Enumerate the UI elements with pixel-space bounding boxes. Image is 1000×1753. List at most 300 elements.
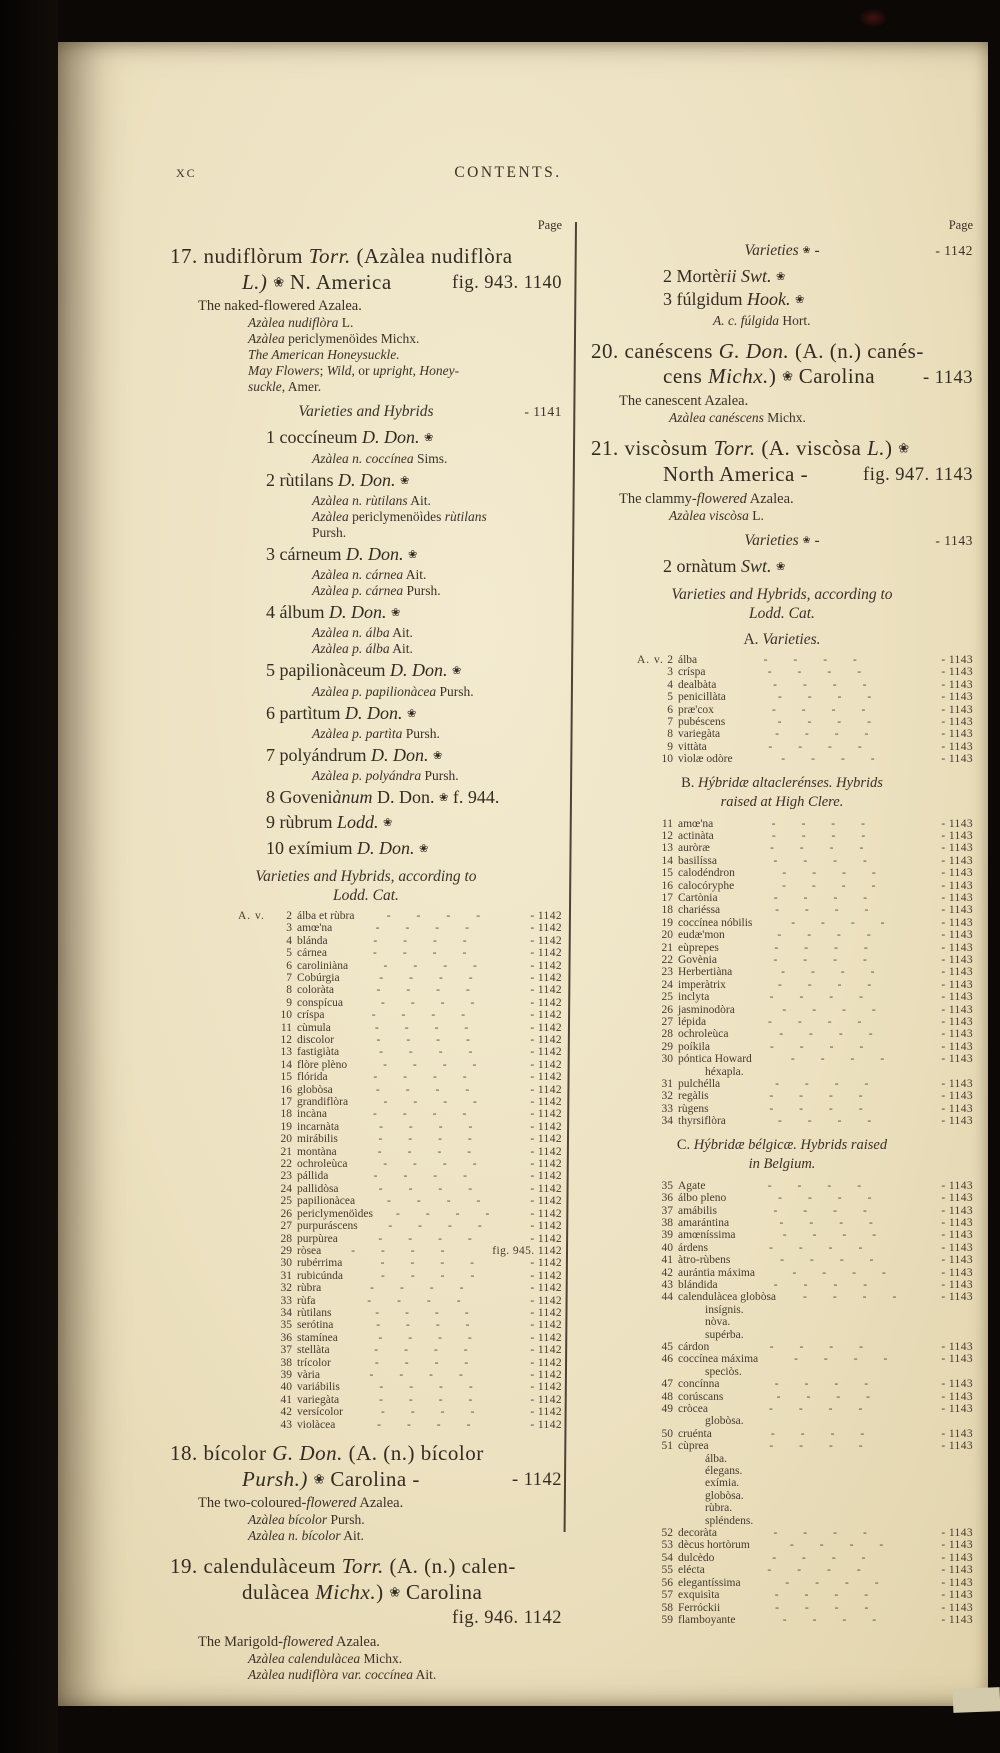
text-segment: , or bbox=[351, 363, 373, 379]
index-row bbox=[266, 1022, 562, 1034]
variety-name: basilíssa bbox=[678, 854, 717, 867]
text-line bbox=[248, 347, 562, 363]
variety-name: penicillàta bbox=[678, 691, 726, 704]
variety-name: elécta bbox=[678, 1564, 705, 1577]
variety-name: vària bbox=[297, 1368, 320, 1381]
text-segment: (A. (n.) canés- bbox=[789, 338, 924, 363]
variety-name: cárnea bbox=[297, 947, 327, 960]
index-row bbox=[647, 855, 973, 867]
variety-number: 31 bbox=[280, 1269, 292, 1282]
variety-number: 19 bbox=[661, 916, 673, 929]
leader-dots: ---- bbox=[773, 1278, 894, 1291]
shrub-icon: ❀ bbox=[802, 245, 811, 257]
variety-number: 32 bbox=[280, 1282, 292, 1295]
page-number: - 1142 bbox=[530, 1393, 562, 1406]
shrub-icon: ❀ bbox=[419, 841, 429, 855]
leader-dots: ---- bbox=[769, 1241, 889, 1254]
text-segment: Azàlea n. álba bbox=[312, 625, 390, 641]
index-list bbox=[238, 909, 562, 1431]
text-segment: Ait. bbox=[389, 641, 413, 657]
variety-name: àtro-rùbens bbox=[678, 1254, 731, 1267]
text-segment: Pursh. bbox=[402, 725, 440, 741]
index-row bbox=[647, 1090, 973, 1102]
list-label: A. v. bbox=[238, 909, 265, 922]
leader-dots: ---- bbox=[777, 1115, 898, 1128]
page-number: - 1143 bbox=[941, 1266, 973, 1279]
common-name-line bbox=[170, 1634, 562, 1651]
page-number: - 1143 bbox=[941, 1028, 973, 1041]
variety-name: rùbra. bbox=[705, 1502, 733, 1515]
text-segment: G. Don. bbox=[718, 338, 790, 363]
synonym-line bbox=[170, 726, 562, 742]
text-segment: Pursh.) bbox=[242, 1466, 308, 1491]
variety-name: lépida bbox=[678, 1016, 707, 1029]
page-number: - 1142 bbox=[530, 1257, 562, 1270]
page-number: - 1142 bbox=[530, 1120, 562, 1133]
page-number: - 1143 bbox=[941, 829, 973, 842]
variety-name: violàcea bbox=[297, 1418, 336, 1431]
index-row bbox=[647, 979, 973, 991]
variety-number: 49 bbox=[661, 1403, 673, 1415]
page-number: - 1143 bbox=[941, 1340, 973, 1353]
variety-number: 46 bbox=[661, 1353, 673, 1366]
index-subrow bbox=[647, 1304, 973, 1316]
text-segment: Azàlea nudiflòra var. coccínea bbox=[248, 1666, 413, 1682]
variety-name: rubicúnda bbox=[297, 1269, 343, 1282]
index-row bbox=[647, 842, 973, 854]
synonym-line bbox=[591, 410, 973, 426]
page-number: - 1142 bbox=[530, 1158, 562, 1171]
leader-dots: ---- bbox=[367, 1294, 487, 1307]
index-row bbox=[647, 1229, 973, 1241]
variety-name: cròcea bbox=[678, 1403, 708, 1415]
variety-name: héxapla. bbox=[705, 1065, 744, 1078]
leader-dots: ---- bbox=[768, 740, 888, 753]
index-row bbox=[266, 1208, 562, 1220]
index-row bbox=[647, 1527, 973, 1539]
page-number: - 1142 bbox=[935, 243, 973, 259]
leader-dots: ---- bbox=[369, 1368, 489, 1381]
page-number: - 1143 bbox=[941, 1003, 973, 1016]
page-number: - 1143 bbox=[941, 753, 973, 766]
index-row bbox=[647, 1291, 973, 1303]
variety-name: pulchélla bbox=[678, 1078, 721, 1091]
index-row bbox=[266, 922, 562, 934]
variety-name: rùfa bbox=[297, 1294, 316, 1307]
shrub-icon: ❀ bbox=[782, 369, 793, 385]
leader-dots: ---- bbox=[380, 1269, 501, 1282]
index-list bbox=[647, 1180, 973, 1627]
variety-line bbox=[170, 659, 562, 682]
variety-name: præ'cox bbox=[678, 703, 714, 716]
page-number: - 1143 bbox=[941, 1403, 973, 1415]
synonym-line bbox=[170, 315, 562, 395]
shrub-icon: ❀ bbox=[407, 706, 417, 720]
text-line bbox=[248, 331, 562, 347]
variety-number: 37 bbox=[280, 1344, 292, 1357]
section-heading bbox=[591, 630, 973, 649]
text-segment: The American Honeysuckle. bbox=[248, 347, 400, 363]
text-segment: 19. calendulàceum bbox=[170, 1554, 342, 1579]
variety-number: 22 bbox=[661, 954, 673, 966]
text-segment: D. Don. bbox=[357, 837, 415, 858]
index-row bbox=[647, 1391, 973, 1403]
variety-number: 27 bbox=[280, 1220, 292, 1233]
leader-dots: ---- bbox=[777, 715, 897, 728]
text-line bbox=[591, 531, 973, 550]
text-segment: ) bbox=[885, 436, 899, 461]
page-number: - 1143 bbox=[941, 1040, 973, 1053]
variety-number: 14 bbox=[661, 854, 673, 867]
page-number: - 1143 bbox=[941, 1601, 973, 1614]
text-segment: Azàlea n. bícolor bbox=[248, 1528, 341, 1544]
variety-number: 18 bbox=[661, 904, 673, 917]
text-segment: Azàlea n. cárnea bbox=[312, 567, 404, 583]
text-line bbox=[266, 744, 562, 767]
variety-number: 8 bbox=[286, 984, 292, 997]
index-row bbox=[266, 1257, 562, 1269]
text-segment: Michx. bbox=[315, 1579, 377, 1604]
leader-dots: ---- bbox=[374, 1356, 495, 1369]
index-row bbox=[266, 1419, 562, 1431]
index-row bbox=[647, 942, 973, 954]
variety-number: 15 bbox=[280, 1071, 292, 1084]
text-line bbox=[266, 811, 562, 834]
variety-number: 5 bbox=[286, 947, 292, 960]
variety-number: 12 bbox=[280, 1034, 292, 1047]
leader-dots: ---- bbox=[774, 941, 894, 954]
text-segment: May Flowers bbox=[248, 363, 320, 379]
page-number: - 1143 bbox=[941, 978, 973, 991]
index-row bbox=[266, 1133, 562, 1145]
text-segment: - bbox=[810, 531, 820, 549]
variety-number: 11 bbox=[661, 817, 673, 830]
shrub-icon: ❀ bbox=[423, 431, 434, 445]
text-segment: 17. nudiflòrum bbox=[170, 244, 309, 268]
leader-dots: ---- bbox=[383, 1058, 503, 1071]
variety-number: 56 bbox=[661, 1576, 673, 1589]
index-row bbox=[266, 1406, 562, 1418]
leader-dots: ---- bbox=[375, 1083, 496, 1096]
text-line bbox=[312, 525, 562, 541]
text-segment: North America - bbox=[663, 462, 809, 487]
leader-dots: ---- bbox=[371, 1009, 492, 1022]
shrub-icon: ❀ bbox=[433, 748, 443, 762]
variety-name: aurántia máxima bbox=[678, 1266, 755, 1279]
text-line bbox=[242, 1606, 562, 1631]
section-heading bbox=[170, 402, 562, 421]
text-segment: 7 polyándrum bbox=[266, 744, 371, 765]
index-row bbox=[647, 1353, 973, 1365]
page-number: - 1143 bbox=[941, 1179, 973, 1192]
index-row bbox=[266, 1170, 562, 1182]
index-row bbox=[647, 1279, 973, 1291]
leader-dots: ---- bbox=[777, 691, 898, 704]
variety-name: montàna bbox=[297, 1145, 337, 1158]
index-row bbox=[647, 1053, 973, 1065]
page-number: - 1142 bbox=[530, 1170, 562, 1183]
variety-number: 6 bbox=[667, 703, 673, 716]
index-row bbox=[647, 691, 973, 703]
text-segment: 18. bícolor bbox=[170, 1441, 273, 1466]
variety-number: 16 bbox=[661, 879, 673, 892]
index-row bbox=[647, 1614, 973, 1626]
leader-dots: ---- bbox=[377, 1145, 498, 1158]
variety-number: 11 bbox=[280, 1021, 292, 1034]
text-segment: Azàlea nudiflòra bbox=[248, 315, 339, 331]
variety-name: globòsa bbox=[297, 1083, 333, 1096]
leader-dots: ---- bbox=[372, 947, 493, 960]
variety-number: 4 bbox=[667, 678, 673, 691]
text-segment: Wild bbox=[326, 363, 352, 379]
text-line bbox=[266, 786, 562, 809]
text-segment: Carolina bbox=[792, 364, 876, 389]
leader-dots: ---- bbox=[771, 829, 892, 842]
text-segment: 4 álbum bbox=[266, 602, 329, 623]
variety-number: 40 bbox=[661, 1241, 673, 1254]
variety-number: 16 bbox=[280, 1083, 292, 1096]
variety-name: dealbàta bbox=[678, 678, 717, 691]
leader-dots: ---- bbox=[771, 817, 891, 830]
variety-number: 20 bbox=[280, 1133, 292, 1146]
variety-name: imperàtrix bbox=[678, 978, 726, 991]
text-line bbox=[312, 768, 562, 784]
variety-name: nòva. bbox=[705, 1316, 731, 1329]
leader-dots: ---- bbox=[773, 954, 893, 966]
variety-number: 51 bbox=[661, 1440, 673, 1453]
text-segment: Azàlea p. papilionàcea bbox=[312, 683, 437, 699]
page-number: - 1143 bbox=[941, 867, 973, 880]
text-segment: ànum bbox=[332, 787, 373, 808]
page-number: - 1143 bbox=[941, 1589, 973, 1602]
variety-number: 59 bbox=[661, 1613, 673, 1626]
variety-name: eudæ'mon bbox=[678, 929, 725, 942]
page-number: - 1142 bbox=[530, 1195, 562, 1208]
text-segment: 8 Goveni bbox=[266, 787, 333, 808]
leader-dots: ---- bbox=[383, 959, 503, 972]
text-line bbox=[591, 775, 973, 794]
page-number: - 1143 bbox=[941, 817, 973, 830]
text-segment: B. bbox=[681, 774, 699, 791]
text-segment: The Marigold- bbox=[198, 1633, 283, 1650]
text-line bbox=[248, 1528, 562, 1544]
index-row bbox=[647, 1078, 973, 1090]
variety-number: 28 bbox=[661, 1028, 673, 1041]
variety-name: serótina bbox=[297, 1319, 334, 1332]
leader-dots: ---- bbox=[775, 728, 895, 741]
synonym-line bbox=[170, 493, 562, 541]
text-segment: ) bbox=[376, 1579, 390, 1604]
common-name-line bbox=[591, 393, 973, 410]
index-row bbox=[647, 728, 973, 740]
index-subrow bbox=[647, 1477, 973, 1489]
variety-name: versícolor bbox=[297, 1406, 343, 1419]
page-number: - 1143 bbox=[941, 691, 973, 704]
page-number: - 1142 bbox=[530, 1009, 562, 1022]
variety-name: álba. bbox=[705, 1452, 728, 1465]
text-segment: Hybrids bbox=[836, 774, 883, 791]
variety-name: variegàta bbox=[297, 1393, 340, 1406]
variety-name: calodéndron bbox=[678, 867, 735, 880]
shrub-icon: ❀ bbox=[273, 274, 285, 290]
leader-dots: ---- bbox=[376, 984, 496, 997]
text-line bbox=[312, 684, 562, 700]
variety-number: 2 bbox=[286, 909, 292, 922]
index-row bbox=[647, 1440, 973, 1452]
index-row bbox=[266, 972, 562, 984]
index-row bbox=[647, 966, 973, 978]
synonym-line bbox=[591, 508, 973, 524]
variety-name: dulcèdo bbox=[678, 1551, 715, 1564]
index-row bbox=[266, 1270, 562, 1282]
text-segment: (A. (n.) bícolor bbox=[342, 1441, 484, 1466]
text-segment: dulàcea bbox=[242, 1579, 316, 1604]
leader-dots: ---- bbox=[388, 1220, 508, 1233]
text-line bbox=[198, 298, 562, 315]
common-name-line bbox=[170, 1495, 562, 1512]
variety-name: cárdon bbox=[678, 1340, 710, 1353]
page-number: - 1142 bbox=[530, 996, 562, 1009]
folio-number: xc bbox=[176, 162, 197, 181]
variety-name: élegans. bbox=[705, 1465, 743, 1478]
text-segment: Michx. bbox=[763, 410, 806, 426]
index-subrow bbox=[647, 1366, 973, 1378]
index-row bbox=[647, 867, 973, 879]
leader-dots: ---- bbox=[396, 1207, 516, 1220]
text-line bbox=[266, 837, 562, 860]
index-row bbox=[266, 1344, 562, 1356]
text-segment: 3 cárneum bbox=[266, 543, 346, 564]
text-line bbox=[619, 393, 973, 410]
index-row bbox=[647, 1192, 973, 1204]
index-subrow bbox=[647, 1066, 973, 1078]
index-subrow bbox=[647, 1316, 973, 1328]
text-line bbox=[198, 1495, 562, 1512]
leader-dots: ---- bbox=[778, 1192, 898, 1205]
page-number: - 1143 bbox=[941, 1115, 973, 1128]
text-segment: C. bbox=[676, 1136, 694, 1153]
index-row bbox=[266, 1183, 562, 1195]
page-number: - 1142 bbox=[530, 971, 562, 984]
variety-name: auròræ bbox=[678, 842, 710, 855]
variety-name: periclymenöìdes bbox=[297, 1207, 374, 1220]
text-segment: Ait. bbox=[407, 492, 431, 508]
text-segment: Michx. bbox=[360, 1650, 403, 1666]
variety-number: 57 bbox=[661, 1589, 673, 1602]
leader-dots: ---- bbox=[777, 929, 897, 942]
text-segment: The clammy- bbox=[619, 490, 697, 507]
index-row bbox=[647, 1589, 973, 1601]
leader-dots: ---- bbox=[775, 904, 895, 917]
index-row bbox=[647, 1115, 973, 1127]
variety-name: cruénta bbox=[678, 1427, 712, 1440]
text-segment: D. Don. bbox=[338, 469, 396, 490]
variety-line bbox=[170, 837, 562, 860]
text-segment: D. Don. bbox=[372, 787, 439, 808]
page-number: - 1143 bbox=[941, 728, 973, 741]
variety-number: 31 bbox=[661, 1078, 673, 1091]
shrub-icon: ❀ bbox=[389, 1585, 401, 1601]
shrub-icon: ❀ bbox=[400, 473, 410, 487]
index-row bbox=[647, 1539, 973, 1551]
variety-number: 17 bbox=[661, 891, 673, 904]
text-line bbox=[198, 1634, 562, 1651]
page-number: - 1142 bbox=[530, 1406, 562, 1419]
text-line bbox=[248, 379, 562, 395]
leader-dots: ---- bbox=[775, 1601, 895, 1614]
index-row bbox=[647, 830, 973, 842]
text-segment: Torr. bbox=[341, 1554, 384, 1579]
page-number: - 1143 bbox=[941, 1016, 973, 1029]
leader-dots: ---- bbox=[779, 1028, 899, 1041]
text-segment: f. 944. bbox=[448, 787, 500, 808]
variety-name: cùmula bbox=[297, 1021, 331, 1034]
text-segment: 9 rùbrum bbox=[266, 812, 337, 833]
index-row bbox=[266, 1319, 562, 1331]
text-segment: periclymenöìdes bbox=[348, 508, 445, 524]
leader-dots: ---- bbox=[379, 1381, 499, 1394]
variety-name: mirábilis bbox=[297, 1133, 338, 1146]
text-segment: ) bbox=[768, 364, 783, 389]
variety-name: exímia. bbox=[705, 1477, 740, 1490]
text-segment: Azàlea p. cárnea bbox=[312, 583, 404, 599]
leader-dots: ---- bbox=[781, 966, 901, 979]
leader-dots: ---- bbox=[386, 909, 507, 922]
column-divider-rule bbox=[564, 222, 577, 1532]
variety-name: pállida bbox=[297, 1170, 329, 1183]
index-row bbox=[647, 1004, 973, 1016]
variety-number: 30 bbox=[280, 1257, 292, 1270]
index-row bbox=[647, 1267, 973, 1279]
text-segment: Azàlea n. coccínea bbox=[312, 450, 414, 466]
leader-dots: ---- bbox=[776, 1390, 896, 1403]
variety-line bbox=[170, 426, 562, 449]
text-segment: D. Don. bbox=[361, 427, 420, 448]
leader-dots: ---- bbox=[771, 703, 892, 716]
leader-dots: ---- bbox=[763, 653, 883, 666]
shrub-icon: ❀ bbox=[407, 547, 418, 561]
leader-dots: ---- bbox=[378, 1182, 499, 1195]
synonym-line bbox=[170, 1651, 562, 1683]
leader-dots: ---- bbox=[379, 1120, 499, 1133]
variety-name: speciòs. bbox=[705, 1365, 742, 1378]
leader-dots: ---- bbox=[782, 1003, 902, 1016]
text-segment: flowered bbox=[282, 1633, 334, 1650]
leader-dots: ---- bbox=[767, 1564, 887, 1577]
page-number: - 1143 bbox=[941, 1204, 973, 1217]
page-number: - 1142 bbox=[530, 1145, 562, 1158]
index-row bbox=[266, 1245, 562, 1257]
leader-dots: ---- bbox=[775, 1078, 895, 1091]
text-segment: D. Don. bbox=[371, 744, 429, 765]
text-line bbox=[663, 462, 973, 488]
page-number: fig. 945. 1142 bbox=[492, 1244, 562, 1257]
variety-name: purpuráscens bbox=[297, 1220, 358, 1233]
text-segment: rùtilans bbox=[444, 508, 487, 524]
page-number: - 1143 bbox=[941, 678, 973, 691]
variety-name: rùtilans bbox=[297, 1306, 332, 1319]
text-segment: Pursh. bbox=[403, 583, 441, 599]
synonym-line bbox=[170, 451, 562, 467]
text-segment: Azalea. bbox=[333, 1633, 380, 1650]
page-number: - 1143 bbox=[941, 1576, 973, 1589]
index-row bbox=[266, 1009, 562, 1021]
variety-number: 7 bbox=[286, 971, 292, 984]
index-row bbox=[266, 1158, 562, 1170]
leader-dots: ---- bbox=[373, 934, 493, 947]
index-row bbox=[266, 1295, 562, 1307]
common-name-line bbox=[170, 298, 562, 315]
